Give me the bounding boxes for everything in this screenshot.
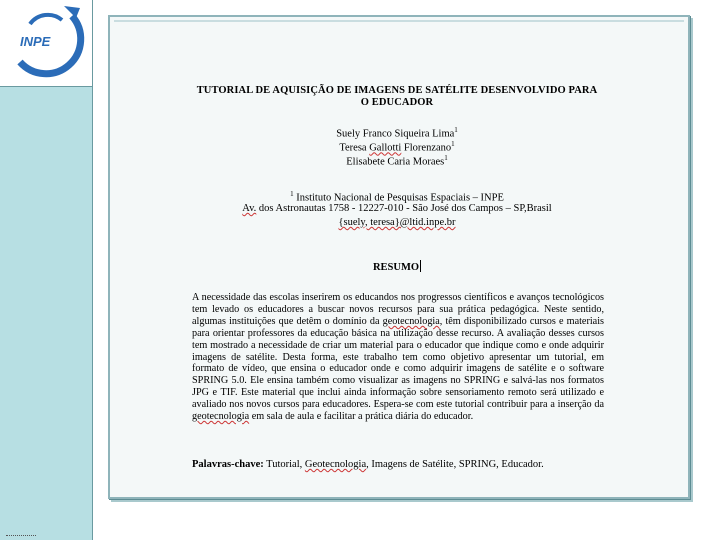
paper-title: TUTORIAL DE AQUISIÇÃO DE IMAGENS DE SATÉLITE DESENVOLVIDO PARA O EDUCADOR xyxy=(196,85,598,108)
abstract-heading xyxy=(108,260,686,273)
keywords-line xyxy=(192,459,604,471)
text-cursor xyxy=(420,260,421,272)
keywords-part-a: Tutorial, xyxy=(263,459,305,470)
author-name: Suely Franco Siqueira Lima xyxy=(336,128,455,140)
author-name-last: Florenzano xyxy=(401,142,452,154)
inpe-logo xyxy=(0,0,92,87)
author-sup: 1 xyxy=(454,126,458,134)
author-3 xyxy=(108,152,686,169)
affiliation-sup: 1 xyxy=(290,190,294,198)
frame-inner-line xyxy=(114,20,684,22)
keywords-part-b: , Imagens de Satélite, SPRING, Educador. xyxy=(366,459,544,470)
keywords-term: Geotecnologia xyxy=(304,459,367,470)
affiliation-name: Instituto Nacional de Pesquisas Espaciais – INPE xyxy=(293,192,504,204)
email-text: {suely, teresa}@ltid.inpe.br xyxy=(338,217,456,228)
abstract-heading-text: RESUMO xyxy=(372,262,420,273)
affiliation-email xyxy=(108,216,686,229)
abstract-part-2: , têm disponibilizado cursos e materiais para orientar professores da educação básica na utilização desse recurso. A avaliação desses cursos tem mostrado a necessidade de criar um material para o educador que indique como e onde adquirir imagens de satélite. Desta forma, este trabalho tem como objetivo apresentar um tutorial, em formato de vídeo, que ensina o educador onde e como adquirir imagens de satélite e o software SPRING 5.0. Ele ensina também como visualizar as imagens no SPRING e salvá-las nos formatos JPG e TIF. Este material que inclui ainda informação sobre sensoriamento remoto será utilizado e avaliado nos novos cursos para educadores. Espera-se com este tutorial contribuir para a inserção da xyxy=(192,315,604,411)
author-sup: 1 xyxy=(444,154,448,162)
abstract-body xyxy=(192,292,604,423)
keywords-label: Palavras-chave: xyxy=(192,459,264,470)
abstract-part-3: em sala de aula e facilitar a prática diária do educador. xyxy=(249,411,474,423)
abstract-term-1: geotecnologia xyxy=(382,315,440,327)
abstract-part-1: A necessidade das escolas inserirem os educandos nos progressos científicos e avanços tecnológicos tem levado os educadores a buscar novos recursos para sua prática pedagógica. Neste sentido, algumas instituições que detêm o domínio da xyxy=(192,292,604,327)
author-name: Elisabete Caria Moraes xyxy=(346,156,445,168)
author-name-spell: Gallotti xyxy=(369,142,402,154)
left-sidebar-panel xyxy=(0,0,93,540)
affiliation-av: Av. xyxy=(242,203,257,214)
author-name-first: Teresa xyxy=(339,142,370,154)
logo-text: INPE xyxy=(20,34,51,49)
sidebar-dotted-mark xyxy=(6,535,36,538)
abstract-term-2: geotecnologia xyxy=(192,411,250,423)
affiliation-line-2 xyxy=(108,202,686,215)
inpe-logo-icon xyxy=(6,2,88,82)
author-sup: 1 xyxy=(451,140,455,148)
affiliation-address: dos Astronautas 1758 - 12227-010 - São José dos Campos – SP,Brasil xyxy=(256,203,552,214)
